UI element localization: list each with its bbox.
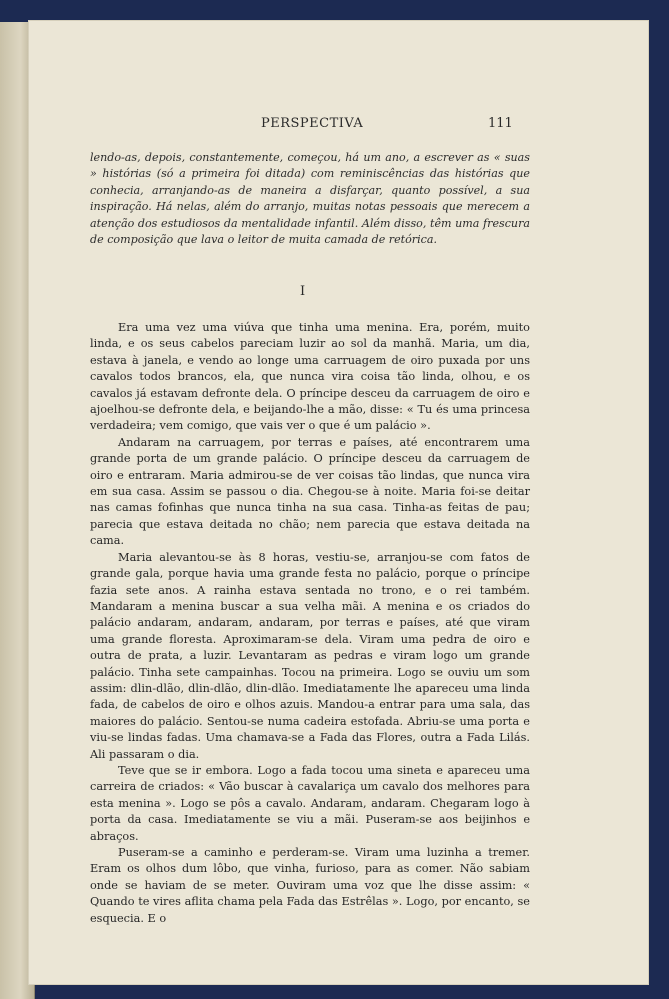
book-page bbox=[28, 20, 649, 985]
paragraph: Andaram na carruagem, por terras e países, até encontrarem uma grande porta de um grande palácio. O príncipe desceu da carruagem de oiro e entraram. Maria admirou-se de ver coisas tão lindas, que nunca vira em sua casa. Assim se passou o dia. Chegou-se à noite. Maria foi-se deitar nas camas fofinhas que nunca tinha na sua casa. Tinha-as feitas de pau; parecia que estava deitada no chão; nem parecia que estava deitada na cama. bbox=[90, 435, 530, 548]
section-numeral: I bbox=[300, 284, 306, 299]
running-title: PERSPECTIVA bbox=[261, 116, 364, 131]
paragraph: Maria alevantou-se às 8 horas, vestiu-se, arranjou-se com fatos de grande gala, porque havia uma grande festa no palácio, porque o príncipe fazia sete anos. A rainha estava sentada no trono, e o rei também. Mandaram a menina buscar a sua velha mãi. A menina e os criados do palácio andaram, andaram, andaram, por terras e países, até que viram uma grande floresta. Aproximaram-se dela. Viram uma pedra de oiro e outra de prata, a luzir. Levantaram as pedras e viram logo um grande palácio. Tinha sete campainhas. Tocou na primeira. Logo se ouviu um som assim: dlin-dlão, dlin-dlão, dlin-dlão. Imediatamente lhe apareceu uma linda fada, de cabelos de oiro e olhos azuis. Mandou-a entrar para uma sala, das maiores do palácio. Sentou-se numa cadeira estofada. Abriu-se uma porta e viu-se lindas fadas. Uma chamava-se a Fada das Flores, outra a Fada Lilás. Ali passaram o dia. bbox=[90, 550, 530, 761]
story-text bbox=[90, 320, 530, 927]
page-header bbox=[28, 116, 649, 136]
paragraph: Teve que se ir embora. Logo a fada tocou uma sineta e apareceu uma carreira de criados: « Vão buscar à cavalariça um cavalo dos melhores para esta menina ». Logo se pôs a cavalo. Andaram, andaram. Chegaram logo à porta da casa. Imediatamente se viu a mãi. Puseram-se aos beijinhos e abraços. bbox=[90, 763, 530, 843]
page-number: 111 bbox=[488, 116, 513, 131]
paragraph: Puseram-se a caminho e perderam-se. Viram uma luzinha a tremer. Eram os olhos dum lôbo, que vinha, furioso, para as comer. Não sabiam onde se haviam de se meter. Ouviram uma voz que lhe disse assim: « Quando te vires aflita chama pela Fada das Estrêlas ». Logo, por encanto, se esquecia. E o bbox=[90, 846, 530, 925]
intro-paragraph: lendo-as, depois, constantemente, começou, há um ano, a escrever as « suas » histórias (só a primeira foi ditada) com reminiscências das histórias que conhecia, arranjando-as de maneira a disfarçar, quanto possível, a sua inspiração. Há nelas, além do arranjo, muitas notas pessoais que merecem a atenção dos estudiosos da mentalidade infantil. Além disso, têm uma frescura de composição que lava o leitor de muita camada de retórica. bbox=[90, 151, 530, 247]
paragraph: Era uma vez uma viúva que tinha uma menina. Era, porém, muito linda, e os seus cabelos pareciam luzir ao sol da manhã. Maria, um dia, estava à janela, e vendo ao longe uma carruagem de oiro puxada por uns cavalos todos brancos, ela, que nunca vira coisa tão linda, olhou, e os cavalos já estavam defronte dela. O príncipe desceu da carruagem de oiro e ajoelhou-se defronte dela, e beijando-lhe a mão, disse: « Tu és uma princesa verdadeira; vem comigo, que vais ver o que é um palácio ». bbox=[90, 321, 530, 433]
